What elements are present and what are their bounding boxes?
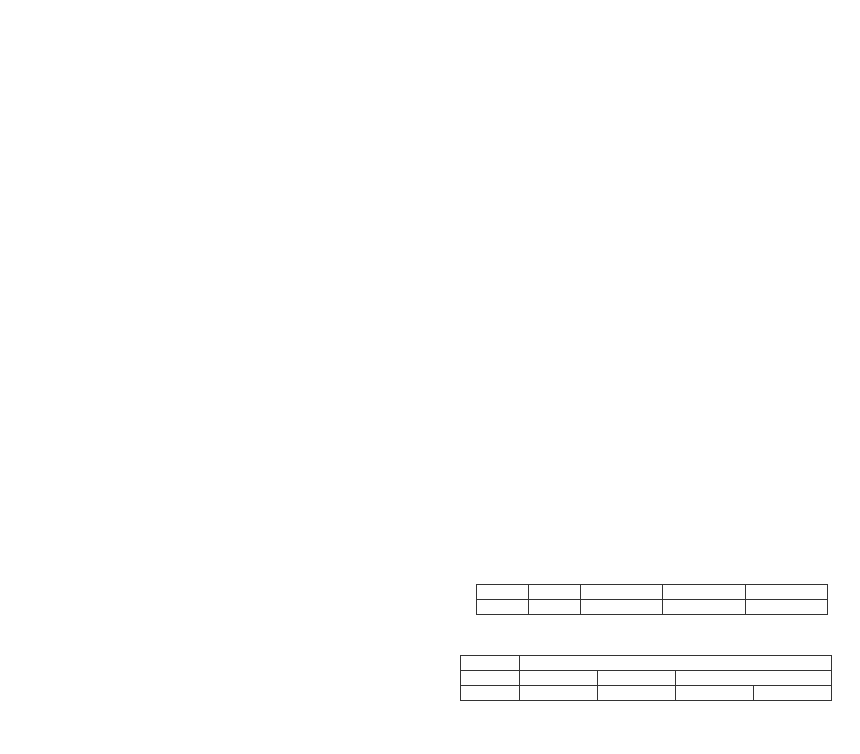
prayer-cell: [477, 600, 529, 615]
item-5-line-2: [458, 494, 476, 508]
duty-cell: [520, 671, 598, 686]
prayer-header-cell: [663, 585, 745, 600]
prayer-header-cell: [745, 585, 827, 600]
prayer-header-cell: [529, 585, 581, 600]
duty-row: [461, 686, 832, 701]
item-1: [458, 52, 476, 102]
item-1-line-2: [458, 70, 476, 84]
duty-cell: [598, 671, 676, 686]
duty-cell: [461, 686, 520, 701]
item-4-line-2: [458, 422, 476, 436]
prayer-header-row: [477, 585, 828, 600]
duty-row: [461, 671, 832, 686]
item-4: [458, 404, 476, 454]
duty-cell: [520, 656, 832, 671]
duty-cell: [676, 686, 754, 701]
prayer-cell: [581, 600, 663, 615]
duty-cell: [520, 686, 598, 701]
duty-table: [460, 655, 832, 701]
prayer-table: [476, 584, 828, 615]
item-5: [458, 476, 476, 509]
prayer-header-cell: [477, 585, 529, 600]
prayer-row: [477, 600, 828, 615]
prayer-header-cell: [581, 585, 663, 600]
item-4-line-3: [458, 438, 476, 452]
duty-cell: [461, 656, 520, 671]
duty-cell: [598, 686, 676, 701]
duty-cell: [461, 671, 520, 686]
duty-row: [461, 656, 832, 671]
item-1-line-3: [458, 86, 476, 100]
duty-cell: [676, 671, 832, 686]
prayer-cell: [663, 600, 745, 615]
prayer-cell: [529, 600, 581, 615]
duty-cell: [754, 686, 832, 701]
prayer-cell: [745, 600, 827, 615]
